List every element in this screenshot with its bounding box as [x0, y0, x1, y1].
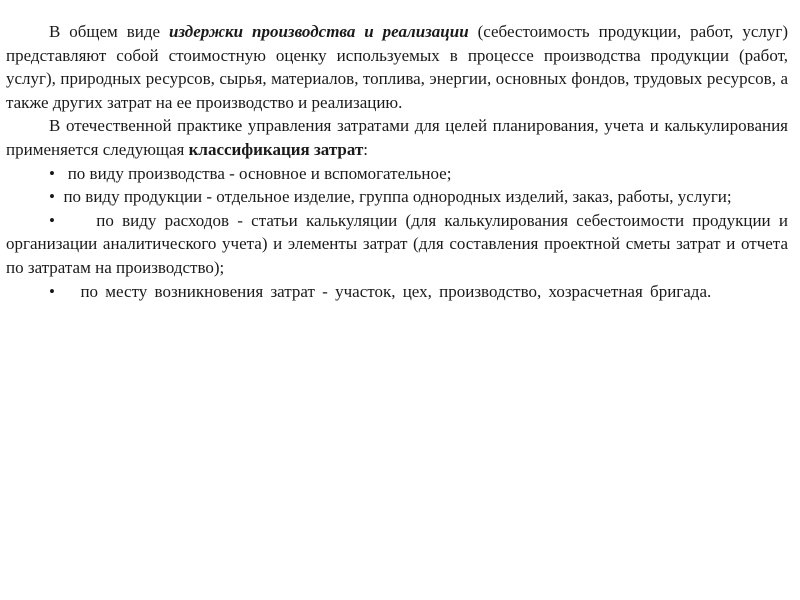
paragraph-costs-definition: [6, 20, 788, 114]
paragraph-body: (себестоимость продукции, работ, услуг) представляют собой стоимостную оценку используемых в процессе производства продукции (работ, услуг), природных ресурсов, сырья, материалов, топлива, энергии, основных фондов, трудовых ресурсов, а также других затрат на ее производство и реализацию.: [6, 22, 789, 112]
paragraph-classification-intro: [6, 114, 788, 161]
list-item: [6, 209, 788, 280]
list-item-text: по виду продукции - отдельное изделие, группа однородных изделий, заказ, работы, услуги;: [63, 187, 732, 207]
list-item: [6, 162, 788, 186]
list-item: [6, 185, 788, 209]
paragraph-tail: :: [363, 139, 369, 159]
term-cost-classification: классификация затрат: [188, 139, 364, 159]
paragraph-lead: В отечественной практике управления затратами для целей планирования, учета и калькулирования применяется следующая: [6, 116, 788, 159]
bullet-marker: •: [49, 163, 55, 183]
list-item-text: по виду расходов - статьи калькуляции (для калькулирования себестоимости продукции и организации аналитического учета) и элементы затрат (для составления проектной сметы затрат и отчета по затратам на производство);: [6, 210, 788, 277]
list-item-text: по виду производства - основное и вспомогательное;: [67, 163, 452, 183]
bullet-marker: •: [49, 281, 55, 301]
list-item-text: по месту возникновения затрат - участок, цех, производство, хозрасчетная бригада.: [80, 281, 712, 301]
list-item: [6, 280, 788, 304]
term-production-costs: издержки производства и реализации: [168, 22, 469, 41]
bullet-marker: •: [49, 210, 55, 230]
body-text: [6, 20, 788, 303]
paragraph-lead: В общем виде: [49, 22, 169, 41]
bullet-marker: •: [49, 187, 55, 207]
